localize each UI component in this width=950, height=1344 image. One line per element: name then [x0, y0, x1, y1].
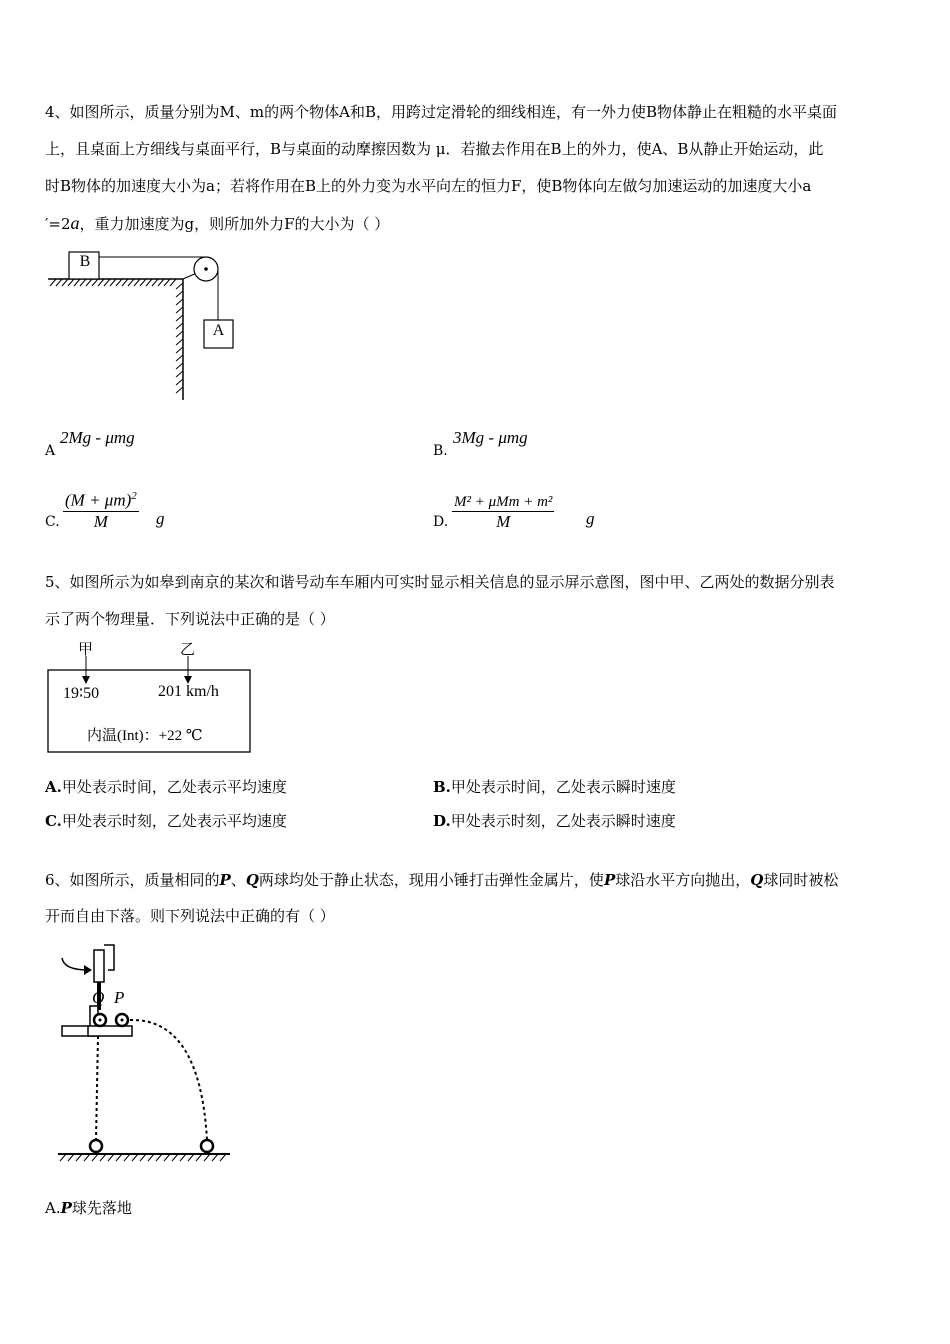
q6-line-1-q2: Q — [750, 871, 764, 889]
q4-line-4-a: a — [70, 213, 80, 233]
q5-option-d-label: D. — [433, 812, 451, 830]
q5-display-temp: 内温(Int)：+22 ℃ — [87, 728, 203, 744]
q6-line-1-part-2: 、 — [230, 871, 246, 889]
q4-option-a-label[interactable]: A — [45, 443, 56, 459]
q5-label-yi: 乙 — [180, 640, 196, 658]
q4-block-b-label: B — [79, 253, 91, 270]
q4-line-4-rest: ，重力加速度为g，则所加外力F的大小为（ ） — [79, 215, 390, 233]
q6-option-a-text: 球先落地 — [71, 1199, 132, 1217]
q4-option-d-denominator: M — [496, 512, 511, 531]
q4-option-b-label[interactable]: B. — [433, 443, 448, 459]
q4-option-c-denominator: M — [93, 511, 108, 531]
q6-line-1-part-3: 两球均处于静止状态，现用小锤打击弹性金属片，使 — [258, 871, 604, 889]
q4-option-d-label[interactable]: D. — [433, 514, 449, 530]
q4-option-d-fraction — [452, 494, 554, 532]
q5-option-b-text: 甲处表示时间，乙处表示瞬时速度 — [450, 778, 676, 796]
q5-display-speed: 201 km/h — [158, 683, 219, 700]
q5-option-c-text: 甲处表示时刻，乙处表示平均速度 — [61, 812, 287, 830]
q6-line-1-q: Q — [245, 871, 259, 889]
q6-line-1-part-1: 6、如图所示，质量相同的 — [45, 871, 220, 889]
q6-option-a-label: A. — [45, 1199, 61, 1217]
q5-option-a-label: A. — [45, 778, 62, 796]
q4-option-c-tail: g — [156, 509, 165, 528]
q4-option-c-numerator: (M + μm) — [65, 490, 132, 510]
q4-line-4 — [45, 213, 389, 234]
q4-line-4-prefix: ′=2 — [45, 215, 71, 233]
q6-option-a[interactable] — [45, 1197, 132, 1218]
q4-line-3: 时B物体的加速度大小为a；若将作用在B上的外力变为水平向左的恒力F，使B物体向左做匀加速运动的加速度大小a — [45, 177, 812, 195]
q6-line-1-part-4: 球沿水平方向抛出， — [615, 871, 751, 889]
q6-line-1-p: P — [219, 871, 231, 889]
q4-option-b-expr: 3Mg - μmg — [453, 428, 528, 447]
q6-line-2: 开而自由下落。则下列说法中正确的有（ ） — [45, 907, 335, 925]
q6-line-1-p2: P — [603, 871, 616, 889]
q4-option-c-exponent: 2 — [131, 490, 137, 502]
q5-line-2: 示了两个物理量．下列说法中正确的是（ ） — [45, 610, 335, 628]
q6-label-p: P — [114, 988, 125, 1007]
q6-line-1 — [45, 870, 838, 890]
q5-option-a[interactable] — [45, 776, 287, 797]
q6-option-a-ball: P — [60, 1199, 72, 1217]
q5-option-c-label: C. — [45, 812, 62, 830]
q6-projectile-figure — [50, 940, 240, 1170]
q5-line-1: 5、如图所示为如皋到南京的某次和谐号动车车厢内可实时显示相关信息的显示屏示意图，图中甲、乙两处的数据分别表 — [45, 573, 835, 591]
q5-display-time: 19∶50 — [63, 685, 100, 702]
q5-label-jia: 甲 — [78, 640, 94, 658]
q4-option-c-label[interactable]: C. — [45, 514, 60, 530]
q5-option-d[interactable] — [433, 810, 676, 831]
q5-option-d-text: 甲处表示时刻，乙处表示瞬时速度 — [450, 812, 676, 830]
q4-line-2: 上，且桌面上方细线与桌面平行，B与桌面的动摩擦因数为 μ．若撤去作用在B上的外力，使A、B从静止开始运动，此 — [45, 140, 824, 158]
q5-option-a-text: 甲处表示时间，乙处表示平均速度 — [61, 778, 287, 796]
q4-block-a-label: A — [212, 322, 225, 339]
q4-option-c-fraction — [63, 490, 139, 532]
q4-option-a-expr: 2Mg - μmg — [60, 428, 135, 447]
q4-option-d-tail: g — [586, 509, 595, 528]
q6-label-q: Q — [92, 988, 105, 1007]
q4-line-1: 4、如图所示，质量分别为M、m的两个物体A和B，用跨过定滑轮的细线相连，有一外力使B物体静止在粗糙的水平桌面 — [45, 103, 838, 121]
q5-option-c[interactable] — [45, 810, 287, 831]
q6-line-1-part-5: 球同时被松 — [763, 871, 839, 889]
q5-option-b-label: B. — [433, 778, 451, 796]
q4-option-d-numerator: M² + μMm + m² — [454, 494, 553, 510]
q5-option-b[interactable] — [433, 776, 676, 797]
